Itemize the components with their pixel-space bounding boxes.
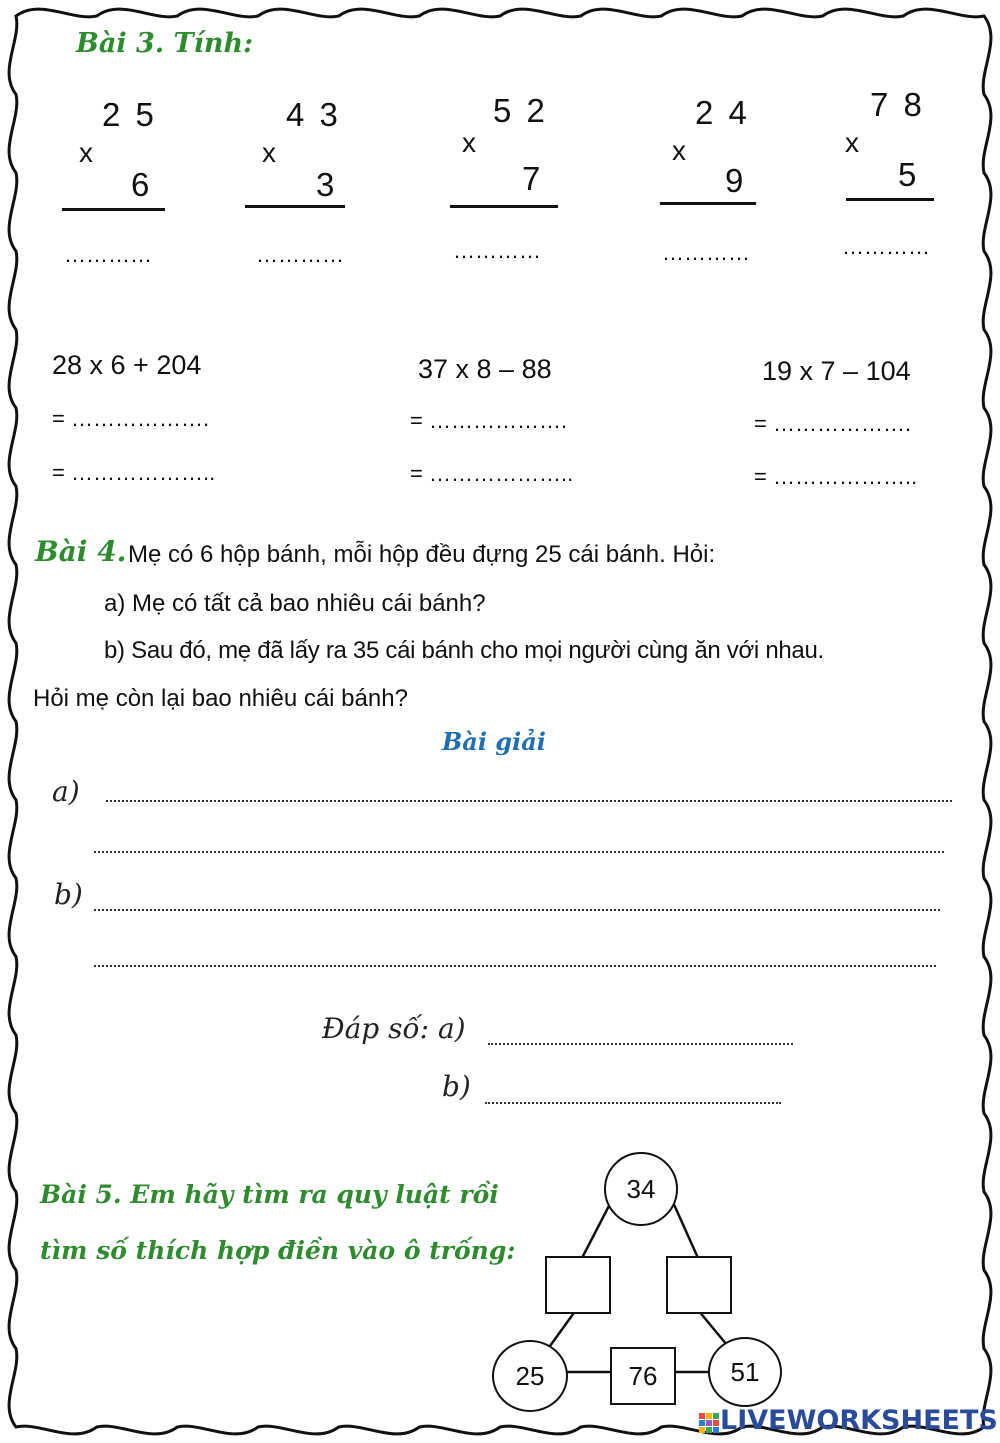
expression-step-2-blank[interactable]: = ……………….. — [410, 461, 574, 486]
expression: 28 x 6 + 204 — [52, 350, 202, 380]
multiplicand: 7 8 — [870, 86, 925, 123]
multiply-sign: x — [79, 137, 93, 168]
multiplier: 3 — [316, 166, 338, 203]
expression-step-1-blank[interactable]: = ………………. — [410, 408, 568, 433]
expression-step-1-blank[interactable]: = ………………. — [52, 406, 210, 431]
expression: 19 x 7 – 104 — [762, 356, 911, 386]
expression-step-2-blank[interactable]: = ……………….. — [754, 464, 918, 489]
expression-step-2-blank[interactable]: = ……………….. — [52, 460, 216, 485]
liveworksheets-watermark: LIVEWORKSHEETS — [720, 1405, 998, 1436]
answer-blank[interactable]: ………… — [453, 238, 541, 263]
liveworksheets-logo-icon — [698, 1410, 720, 1436]
bottom-left-circle-25: 25 — [492, 1340, 568, 1412]
exercise-4-intro: Mẹ có 6 hộp bánh, mỗi hộp đều đựng 25 cái bánh. Hỏi: — [128, 541, 716, 568]
answer-blank[interactable]: ………… — [842, 234, 930, 259]
question-b: b) Sau đó, mẹ đã lấy ra 35 cái bánh cho mọi người cùng ăn với nhau. — [104, 637, 824, 664]
multiply-sign: x — [845, 127, 859, 158]
expression: 37 x 8 – 88 — [418, 354, 552, 384]
solution-label-b: b) — [54, 878, 83, 911]
multiplicand: 4 3 — [286, 96, 341, 133]
exercise-3-title: Bài 3. Tính: — [76, 28, 254, 59]
connector-line — [672, 1200, 698, 1258]
exercise-4-label: Bài 4. — [35, 535, 127, 568]
question-a: a) Mẹ có tất cả bao nhiêu cái bánh? — [104, 590, 486, 617]
bottom-square-76: 76 — [610, 1347, 676, 1405]
multiply-sign: x — [672, 135, 686, 166]
answer-blank[interactable]: ………… — [256, 242, 344, 267]
right-empty-square[interactable] — [666, 1256, 732, 1314]
multiplier: 6 — [131, 166, 153, 203]
expression-step-1-blank[interactable]: = ………………. — [754, 411, 912, 436]
exercise-5-line-2: tìm số thích hợp điền vào ô trống: — [40, 1236, 516, 1265]
answer-label-b: b) — [442, 1070, 471, 1103]
solution-label-a: a) — [52, 775, 80, 808]
exercise-5-line-1: Bài 5. Em hãy tìm ra quy luật rồi — [40, 1180, 499, 1209]
multiplicand: 2 4 — [695, 94, 750, 131]
question-b-continued: Hỏi mẹ còn lại bao nhiêu cái bánh? — [33, 685, 408, 712]
multiplicand: 2 5 — [102, 96, 157, 133]
multiplier: 9 — [725, 162, 747, 199]
connector-line — [698, 1310, 727, 1345]
bottom-right-circle-51: 51 — [708, 1337, 782, 1407]
multiply-sign: x — [262, 137, 276, 168]
connector-line — [582, 1200, 612, 1258]
top-circle-34: 34 — [604, 1152, 678, 1226]
answer-blank[interactable]: ………… — [64, 242, 152, 267]
multiplier: 7 — [522, 160, 544, 197]
multiplicand: 5 2 — [493, 92, 548, 129]
multiply-sign: x — [462, 127, 476, 158]
left-empty-square[interactable] — [545, 1256, 611, 1314]
answer-label-a: Đáp số: a) — [322, 1012, 466, 1045]
connector-line — [550, 1310, 576, 1346]
solution-title: Bài giải — [442, 727, 546, 756]
answer-blank[interactable]: ………… — [662, 240, 750, 265]
multiplier: 5 — [898, 156, 920, 193]
